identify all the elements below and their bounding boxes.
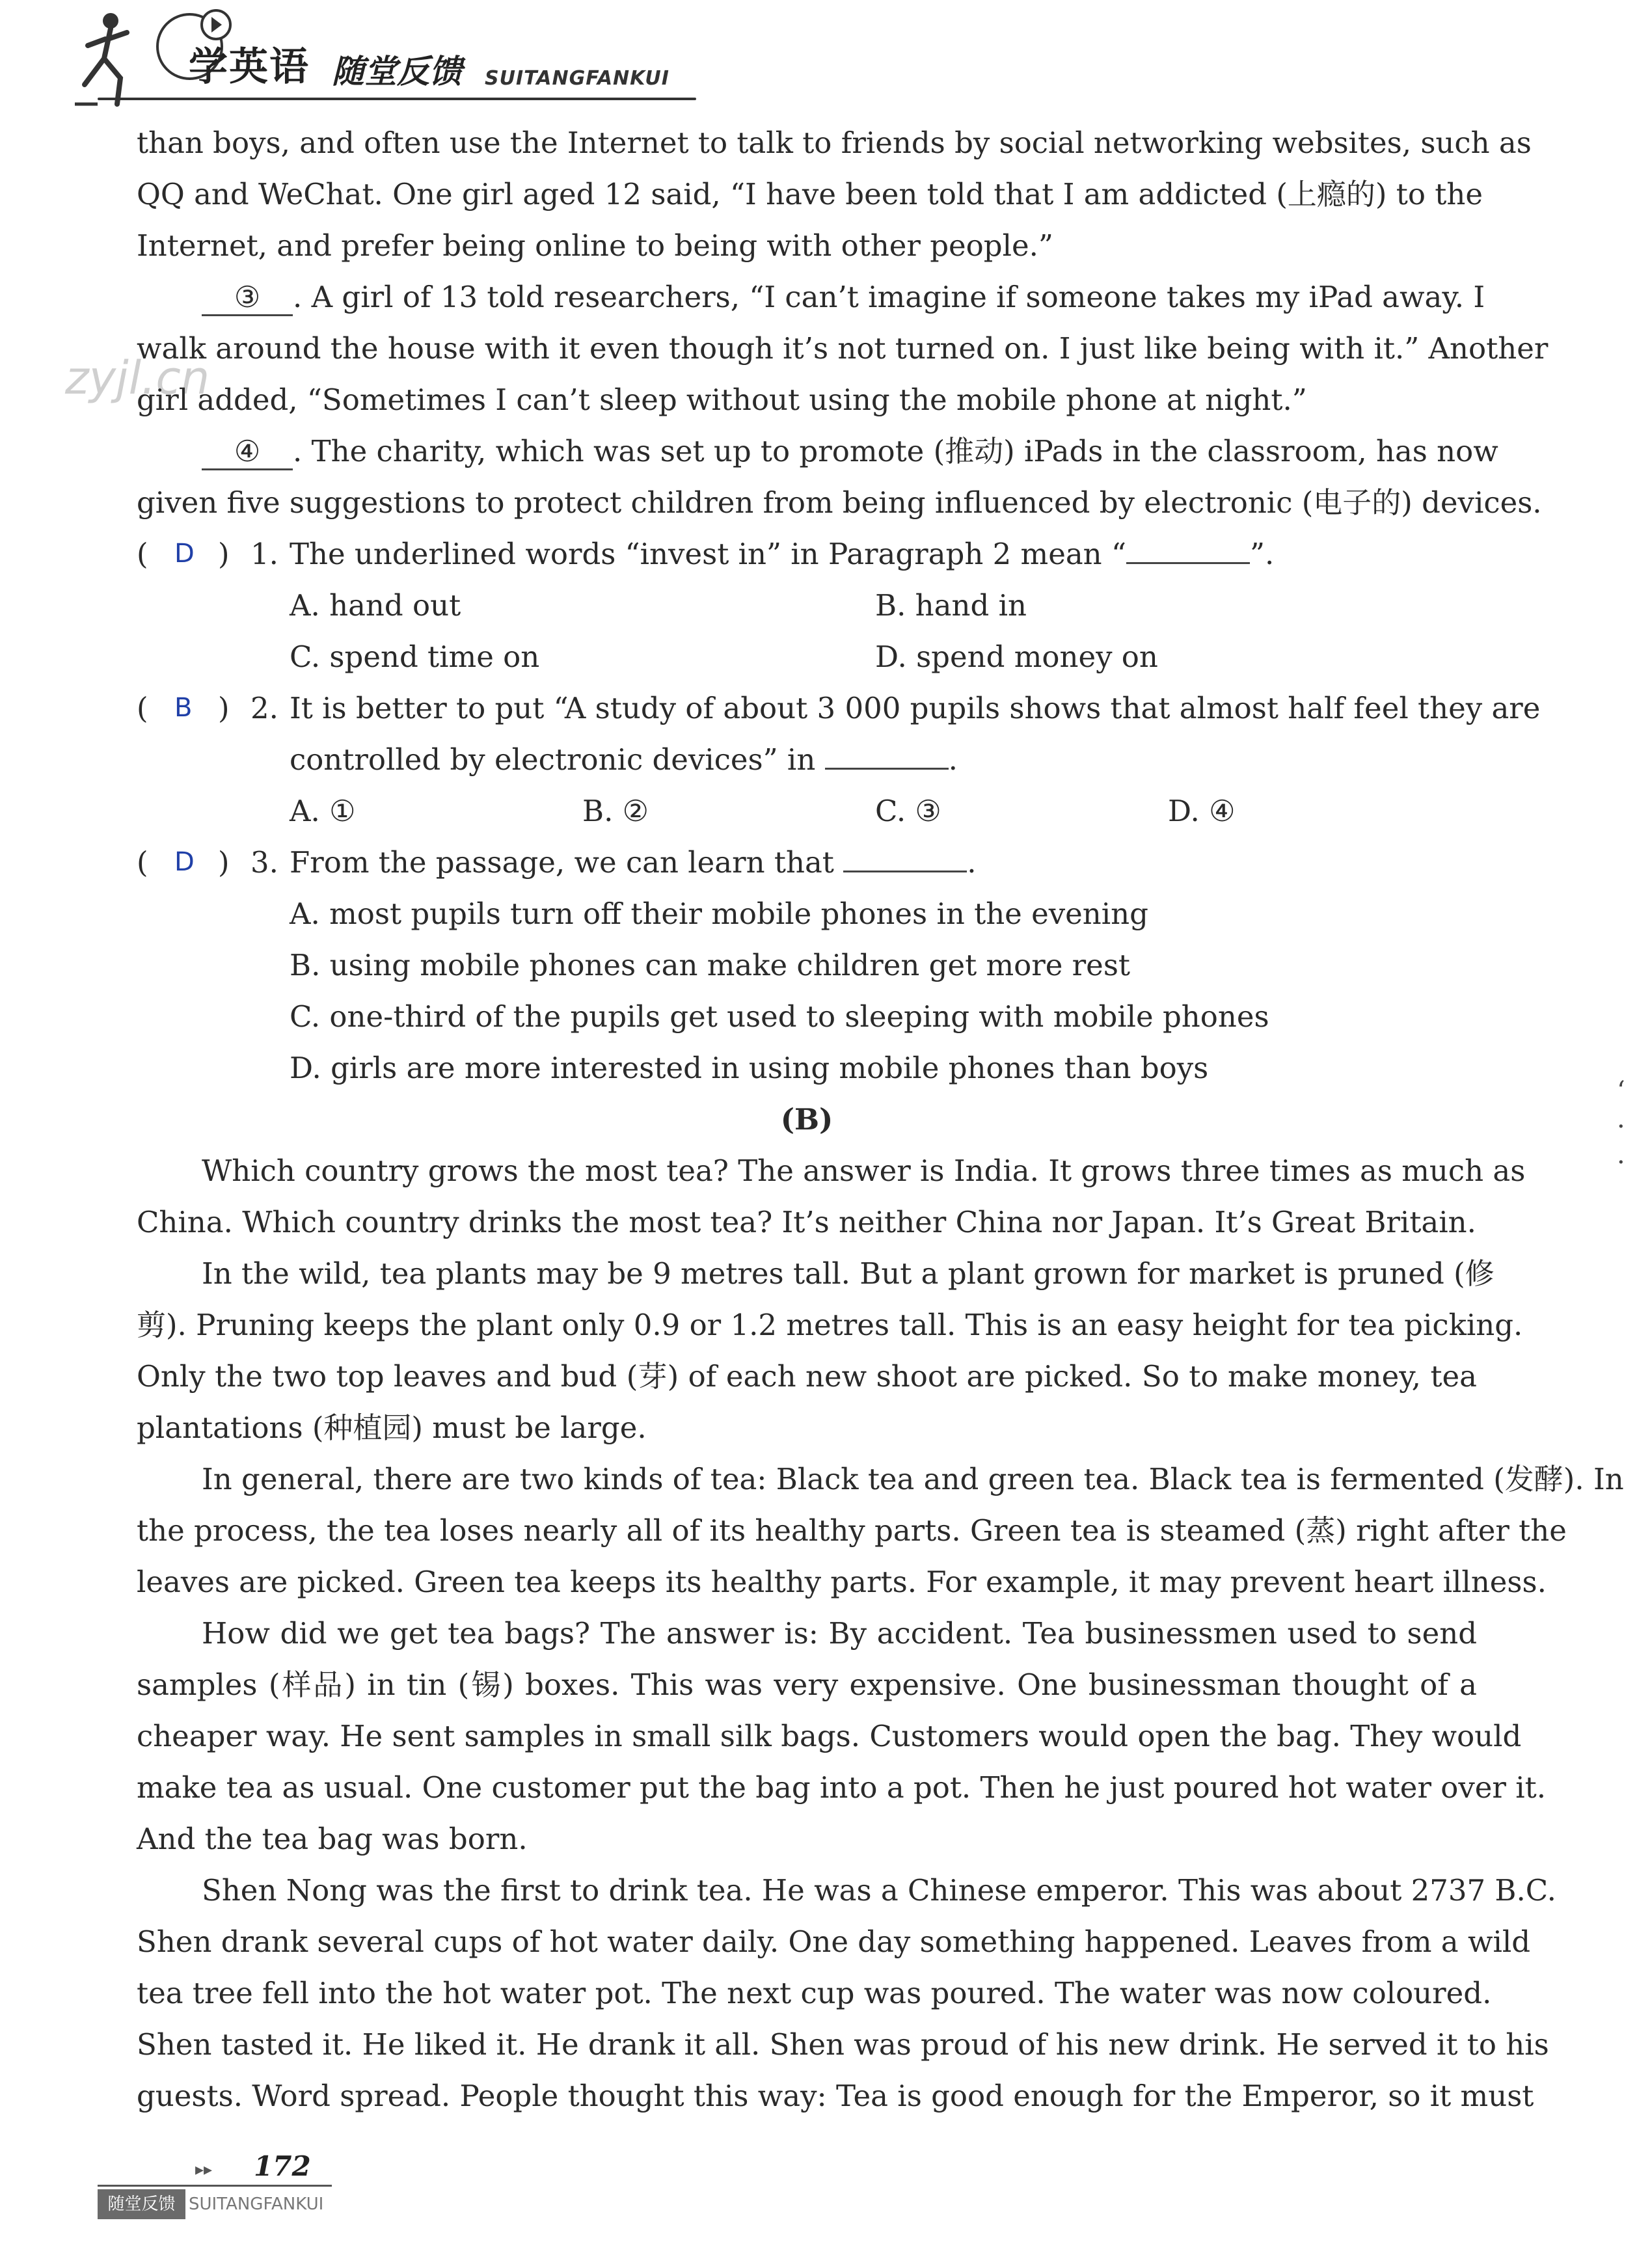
footer-rule [98,2185,332,2187]
blank-4: ④ [202,435,293,470]
passage-line: leaves are picked. Green tea keeps its healthy parts. For example, it may prevent heart illness. [137,1565,1547,1599]
passage-line: And the tea bag was born. [137,1822,528,1856]
answer-2: B [174,693,193,723]
passage-line: In general, there are two kinds of tea: Black tea and green tea. Black tea is fermented (发酵). In [202,1462,1624,1496]
question-text: From the passage, we can learn that [290,845,834,880]
paren-open: ( [137,537,148,571]
option-d: D. spend money on [875,640,1158,674]
option-c: C. spend time on [290,640,540,674]
paren-close: ) [218,845,230,880]
question-text-end: . [948,742,958,777]
passage-line: make tea as usual. One customer put the bag into a pot. Then he just poured hot water over it. [137,1770,1546,1805]
passage-line: girl added, “Sometimes I can’t sleep without using the mobile phone at night.” [137,383,1307,417]
passage-line: guests. Word spread. People thought this way: Tea is good enough for the Emperor, so it must [137,2079,1534,2113]
passage-line: cheaper way. He sent samples in small silk bags. Customers would open the bag. They would [137,1719,1522,1753]
answer-blank [843,871,967,872]
answer-blank [1126,562,1250,564]
answer-3: D [174,847,195,877]
option-b: B. ② [582,794,649,828]
passage-line: plantations (种植园) must be large. [137,1411,647,1445]
option-b: B. hand in [875,588,1027,623]
brand-title: 学英语 [189,44,310,90]
passage-line: Which country grows the most tea? The answer is India. It grows three times as much as [202,1154,1526,1188]
paren-open: ( [137,691,148,725]
question-1 [137,528,1477,580]
passage-line: walk around the house with it even though it’s not turned on. I just like being with it.” Another [137,331,1549,366]
passage-line: given five suggestions to protect children from being influenced by electronic (电子的) devices. [137,485,1542,520]
option-c: C. ③ [875,794,941,828]
option-a: A. most pupils turn off their mobile phones in the evening [290,897,1148,931]
passage-line: the process, the tea loses nearly all of its healthy parts. Green tea is steamed (蒸) right after the [137,1513,1567,1548]
options-row [137,580,1477,631]
page-number: 172 [254,2150,311,2182]
footer-tag: 随堂反馈 [98,2189,185,2219]
passage-line: tea tree fell into the hot water pot. The next cup was poured. The water was now coloured. [137,1976,1492,2010]
passage-line: samples (样品) in tin (锡) boxes. This was very expensive. One businessman thought of a [137,1667,1477,1702]
question-text: controlled by electronic devices” in [290,742,816,777]
option-d: D. ④ [1168,794,1236,828]
header-rule [98,98,696,100]
option-b: B. using mobile phones can make children get more rest [290,948,1130,982]
paragraph-text: . A girl of 13 told researchers, “I can’t imagine if someone takes my iPad away. I [293,280,1485,314]
page-header [59,0,670,124]
question-text-end: ”. [1249,537,1275,571]
question-text-end: . [967,845,977,880]
option-c: C. one-third of the pupils get used to sleeping with mobile phones [290,999,1269,1034]
paragraph-4-line [137,425,1498,477]
paren-close: ) [218,691,230,725]
passage-line: Shen drank several cups of hot water daily. One day something happened. Leaves from a wild [137,1924,1531,1959]
question-number: 1. [250,537,278,571]
passage-line: China. Which country drinks the most tea? It’s neither China nor Japan. It’s Great Britain. [137,1205,1476,1239]
passage-line: than boys, and often use the Internet to talk to friends by social networking websites, such as [137,126,1532,160]
option-a: A. ① [290,794,356,828]
question-number: 2. [250,691,278,725]
options-row [137,785,1477,837]
paren-close: ) [218,537,230,571]
passage-line: How did we get tea bags? The answer is: By accident. Tea businessmen used to send [202,1616,1477,1651]
passage-line: Internet, and prefer being online to being with other people.” [137,228,1053,263]
passage-line: In the wild, tea plants may be 9 metres tall. But a plant grown for market is pruned (修 [202,1256,1495,1291]
passage-line: QQ and WeChat. One girl aged 12 said, “I have been told that I am addicted (上瘾的) to the [137,177,1483,211]
brand-english: SUITANGFANKUI [485,67,670,90]
footer-tag-english: SUITANGFANKUI [189,2194,324,2214]
question-2-continued [137,734,1477,785]
page-content [137,117,1624,2122]
paragraph-3-line [137,271,1485,323]
watermark: zyjl.cn [65,351,210,405]
arrows-icon: ▸▸ [195,2160,213,2180]
question-text: The underlined words “invest in” in Paragraph 2 mean “ [290,537,1126,571]
question-3 [137,837,1477,888]
passage-line: 剪). Pruning keeps the plant only 0.9 or 1.2 metres tall. This is an easy height for tea picking. [137,1308,1523,1342]
option-a: A. hand out [290,588,461,623]
paragraph-text: . The charity, which was set up to promote (推动) iPads in the classroom, has now [293,434,1498,468]
question-2 [137,682,1541,734]
passage-line: Shen tasted it. He liked it. He drank it all. Shen was proud of his new drink. He served it to his [137,2027,1549,2062]
paren-open: ( [137,845,148,880]
brand-subtitle: 随堂反馈 [332,53,462,90]
passage-line: Only the two top leaves and bud (芽) of each new shoot are picked. So to make money, tea [137,1359,1477,1394]
runner-icon [65,7,156,111]
option-d: D. girls are more interested in using mobile phones than boys [290,1051,1209,1085]
passage-line: Shen Nong was the first to drink tea. He was a Chinese emperor. This was about 2737 B.C. [202,1873,1556,1908]
answer-blank [825,768,949,770]
question-number: 3. [250,845,278,880]
answer-1: D [174,539,195,569]
question-text: It is better to put “A study of about 3 000 pupils shows that almost half feel they are [290,691,1541,725]
section-title: (B) [780,1102,833,1137]
margin-marks: ‘ · · [1617,1076,1625,1178]
options-row [137,631,1477,682]
blank-3: ③ [202,280,293,316]
